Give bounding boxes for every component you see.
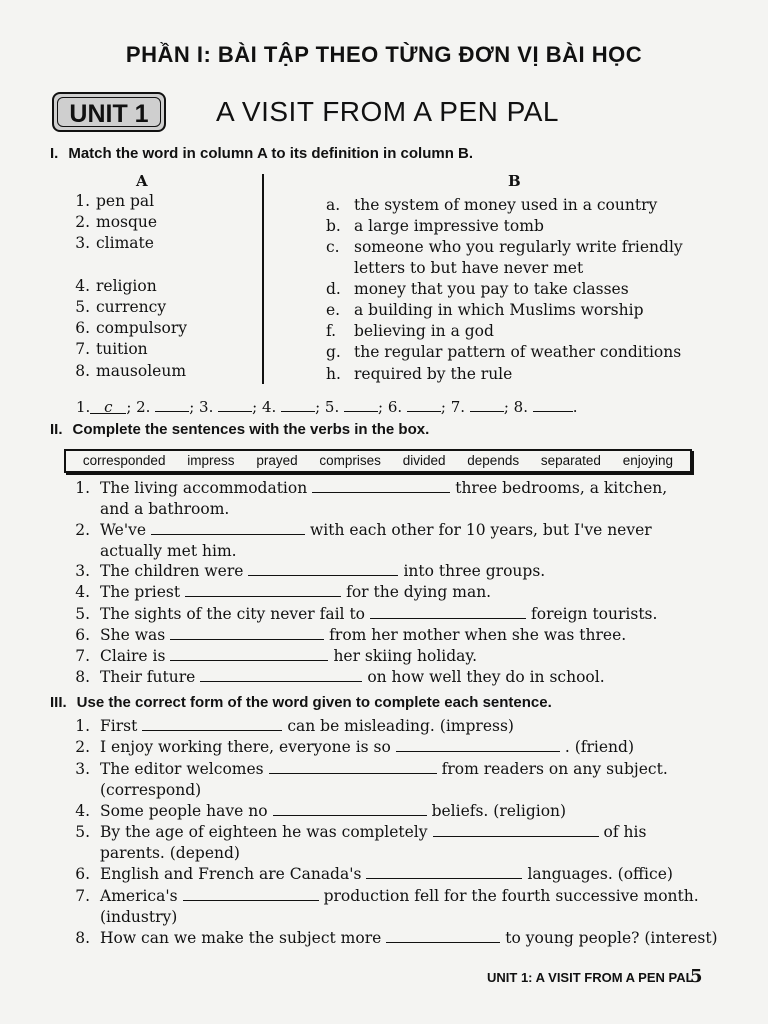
word-box-item: prayed (256, 453, 298, 468)
answer-blank[interactable] (281, 396, 315, 412)
section-instruction: Match the word in column A to its definition in column B. (68, 145, 474, 162)
word-box-item: enjoying (622, 453, 674, 468)
section-number: III. (50, 694, 67, 711)
fill-in-blank[interactable] (170, 648, 328, 661)
page-footer: UNIT 1: A VISIT FROM A PEN PAL (487, 970, 694, 985)
part-title: PHẦN I: BÀI TẬP THEO TỪNG ĐƠN VỊ BÀI HỌC (125, 42, 643, 67)
fill-in-blank[interactable] (200, 669, 362, 682)
fill-in-blank[interactable] (185, 584, 341, 597)
fill-in-blank[interactable] (396, 739, 560, 752)
list-item: 3. climate (75, 234, 154, 252)
word-box-item: corresponded (82, 453, 166, 468)
fill-in-blank[interactable] (269, 761, 437, 774)
section-number: I. (50, 145, 59, 162)
list-item: 7. tuition (75, 340, 148, 358)
word-box-item: separated (540, 453, 601, 468)
fill-in-blank[interactable] (433, 824, 599, 837)
column-b-heading: B (508, 172, 521, 190)
answer-blank[interactable] (470, 396, 504, 412)
list-item: 6. compulsory (75, 319, 188, 337)
section-number: II. (50, 421, 63, 438)
fill-in-blank[interactable] (151, 522, 305, 535)
word-box-item: comprises (319, 453, 381, 468)
list-item: 5. currency (75, 298, 167, 316)
section-instruction: Use the correct form of the word given to complete each sentence. (76, 694, 552, 711)
column-divider (262, 174, 264, 384)
section-3-heading (50, 694, 552, 711)
fill-in-blank[interactable] (386, 930, 500, 943)
answer-blank[interactable] (407, 396, 441, 412)
list-item: 4. religion (75, 277, 157, 295)
list-item: 1. pen pal (75, 192, 155, 210)
word-box-item: depends (467, 453, 520, 468)
page-number: 5 (690, 966, 703, 987)
fill-in-blank[interactable] (312, 480, 450, 493)
fill-in-blank[interactable] (370, 606, 526, 619)
fill-in-blank[interactable] (366, 866, 522, 879)
section-2-heading (50, 421, 429, 438)
section-1-heading (50, 145, 473, 162)
answer-blank[interactable] (155, 396, 189, 412)
word-box (64, 449, 692, 473)
fill-in-blank[interactable] (183, 888, 319, 901)
answer-blank[interactable] (533, 396, 573, 412)
list-item: 8. mausoleum (75, 362, 187, 380)
word-box-item: divided (402, 453, 446, 468)
word-box-item: impress (187, 453, 235, 468)
column-a-heading: A (136, 172, 148, 190)
fill-in-blank[interactable] (248, 563, 398, 576)
fill-in-blank[interactable] (170, 627, 324, 640)
list-item: 2. mosque (75, 213, 158, 231)
answer-blank[interactable]: c (90, 398, 126, 414)
section-instruction: Complete the sentences with the verbs in the box. (72, 421, 430, 438)
fill-in-blank[interactable] (142, 718, 282, 731)
unit-title: A VISIT FROM A PEN PAL (216, 96, 559, 127)
answer-line: 1. c ; 2. ; 3. ; 4. ; 5. ; 6. ; 7. ; 8. . (76, 398, 578, 416)
answer-blank[interactable] (218, 396, 252, 412)
answer-blank[interactable] (344, 396, 378, 412)
unit-badge: UNIT 1 (52, 92, 166, 132)
fill-in-blank[interactable] (273, 803, 427, 816)
